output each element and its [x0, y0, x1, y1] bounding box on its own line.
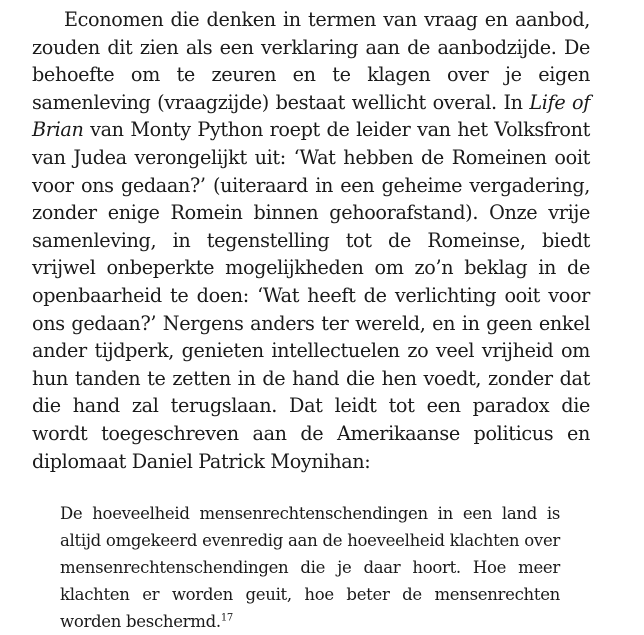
- footnote-marker[interactable]: 17: [220, 612, 233, 624]
- paragraph-text-start: Economen die denken in termen van vraag en aanbod, zouden dit zien als een verklaring aan de aanbodzijde. De behoefte om te zeuren en te klagen over je eigen samenleving (vraagzijde) bestaat wellicht overal. In: [32, 8, 590, 114]
- block-quote: [60, 500, 560, 635]
- paragraph-text-end: van Monty Python roept de leider van het Volksfront van Judea verongelijkt uit: ‘Wat hebben de Romeinen ooit voor ons gedaan?’ (uiteraard in een geheime vergadering, zonder enige Romein binnen gehoorafstand). Onze vrije samenleving, in tegenstelling tot de Romeinse, biedt vrijwel onbeperkte mogelijkheden om zo’n beklag in de openbaarheid te doen: ‘Wat heeft de verlichting ooit voor ons gedaan?’ Nergens anders ter wereld, en in geen enkel ander tijdperk, genieten intellectuelen zo veel vrijheid om hun tanden te zetten in de hand die hen voedt, zonder dat die hand zal terugslaan. Dat leidt tot een paradox die wordt toegeschreven aan de Amerikaanse politicus en diplomaat Daniel Patrick Moynihan:: [32, 118, 590, 473]
- film-title: Life of Brian: [32, 90, 590, 142]
- document-page: [32, 6, 590, 635]
- body-paragraph: [32, 6, 590, 475]
- quote-text: De hoeveelheid mensenrechtenschendingen in een land is altijd omgekeerd evenredig aan de hoeveelheid klachten over mensenrechtenschendingen die je daar hoort. Hoe meer klachten er worden geuit, hoe beter de mensenrechten worden beschermd.: [60, 504, 560, 632]
